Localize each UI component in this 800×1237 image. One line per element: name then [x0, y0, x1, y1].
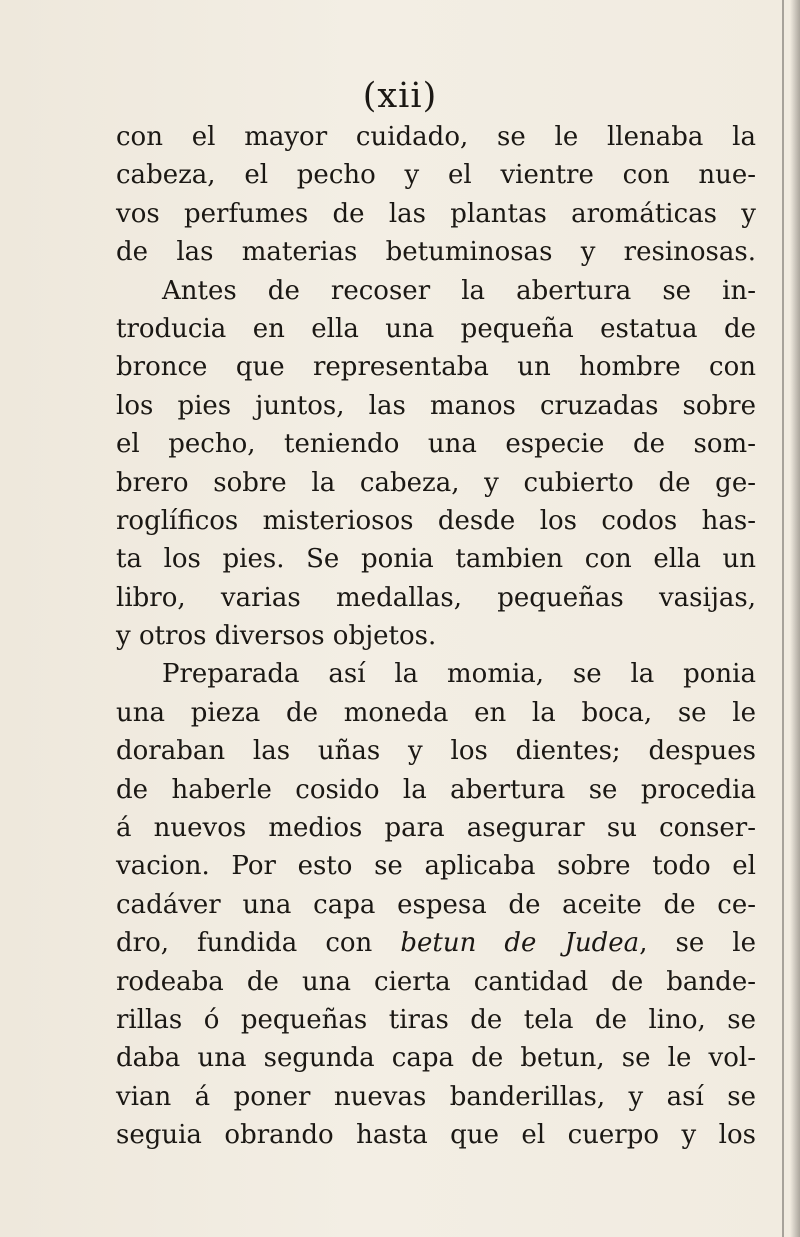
text-line: Preparada así la momia, se la ponia — [162, 659, 756, 690]
text-line: troducia en ella una pequeña estatua de — [116, 313, 756, 344]
text-line: daba una segunda capa de betun, se le vol- — [116, 1043, 756, 1074]
text-line: los pies juntos, las manos cruzadas sobre — [116, 390, 756, 421]
text-line: vacion. Por esto se aplicaba sobre todo el — [116, 851, 756, 882]
text-line: ta los pies. Se ponia tambien con ella un — [116, 544, 756, 575]
text-line: á nuevos medios para asegurar su conser- — [116, 813, 756, 844]
text-line: con el mayor cuidado, se le llenaba la — [116, 122, 756, 152]
text-line: el pecho, teniendo una especie de som- — [116, 429, 756, 460]
text-line-mixed — [116, 924, 756, 962]
body-text — [116, 118, 756, 1155]
text-line: cabeza, el pecho y el vientre con nue- — [116, 160, 756, 191]
page-edge-shadow — [790, 0, 800, 1237]
text-line: doraban las uñas y los dientes; despues — [116, 736, 756, 767]
text-line: Antes de recoser la abertura se in- — [162, 275, 756, 306]
text-line: y otros diversos objetos. — [116, 621, 437, 652]
italic-title: betun de Judea — [400, 928, 640, 959]
text-line: vian á poner nuevas banderillas, y así se — [116, 1081, 756, 1112]
text-line: de las materias betuminosas y resinosas. — [116, 237, 756, 268]
text-segment: dro, fundida con — [116, 928, 401, 959]
text-line: roglíficos misteriosos desde los codos has- — [116, 505, 756, 536]
page-number: (xii) — [362, 76, 438, 116]
text-line: seguia obrando hasta que el cuerpo y los — [116, 1120, 756, 1151]
text-line: rodeaba de una cierta cantidad de bande- — [116, 966, 756, 997]
text-line: bronce que representaba un hombre con — [116, 352, 756, 383]
text-line: libro, varias medallas, pequeñas vasijas, — [116, 582, 756, 613]
page-edge-line — [782, 0, 784, 1237]
text-segment: , se le — [639, 928, 757, 959]
text-line: de haberle cosido la abertura se procedia — [116, 774, 756, 805]
text-line: vos perfumes de las plantas aromáticas y — [116, 198, 756, 229]
text-line: brero sobre la cabeza, y cubierto de ge- — [116, 467, 756, 498]
text-line: cadáver una capa espesa de aceite de ce- — [116, 889, 756, 920]
text-line: una pieza de moneda en la boca, se le — [116, 697, 756, 728]
text-line: rillas ó pequeñas tiras de tela de lino, se — [116, 1004, 756, 1035]
